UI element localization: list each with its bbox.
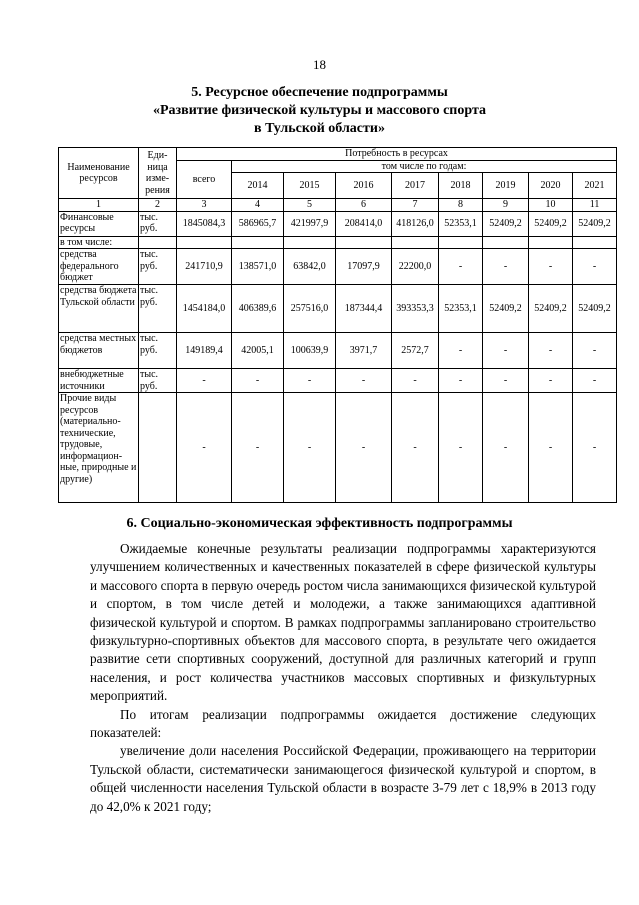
cell-value: 208414,0	[336, 211, 392, 236]
cell-value: 418126,0	[392, 211, 439, 236]
paragraph: увеличение доли населения Российской Федерации, проживающего на территории Тульской области, систематически занимающегося физической культурой и спортом, в общей численности населения Тульской области в возрасте 3-79 лет с 18,9% в 2013 году до 42,0% к 2021 году;	[90, 743, 596, 814]
row-name: Финансовые ресурсы	[59, 211, 139, 236]
table-row	[59, 333, 617, 369]
header-year: 2020	[529, 173, 573, 199]
column-number: 10	[529, 199, 573, 212]
cell-value: -	[573, 249, 617, 285]
table-row	[59, 369, 617, 393]
table-row	[59, 211, 617, 236]
cell-value: 63842,0	[284, 249, 336, 285]
cell-value: 1454184,0	[177, 285, 232, 333]
section-6-body	[90, 540, 596, 816]
column-number: 8	[439, 199, 483, 212]
cell-value: -	[177, 369, 232, 393]
header-year: 2014	[232, 173, 284, 199]
cell-value: -	[529, 249, 573, 285]
row-unit: тыс. руб.	[139, 211, 177, 236]
cell-value: 149189,4	[177, 333, 232, 369]
cell-value: -	[439, 249, 483, 285]
header-year: 2021	[573, 173, 617, 199]
cell-value: 586965,7	[232, 211, 284, 236]
section-5-title	[0, 84, 639, 138]
cell-value: 1845084,3	[177, 211, 232, 236]
cell-value: -	[439, 393, 483, 503]
cell-value: -	[232, 369, 284, 393]
cell-value: 2572,7	[392, 333, 439, 369]
cell-value: 17097,9	[336, 249, 392, 285]
cell-value: 52353,1	[439, 285, 483, 333]
column-number: 7	[392, 199, 439, 212]
cell-value: 52353,1	[439, 211, 483, 236]
cell-value: -	[483, 393, 529, 503]
row-name: средства местных бюджетов	[59, 333, 139, 369]
cell-value: 241710,9	[177, 249, 232, 285]
cell-value: 52409,2	[529, 211, 573, 236]
section-5-title-line-2: «Развитие физической культуры и массового спорта	[153, 103, 486, 118]
table-row	[59, 285, 617, 333]
section-5-title-line-1: 5. Ресурсное обеспечение подпрограммы	[191, 85, 448, 100]
paragraph: По итогам реализации подпрограммы ожидается достижение следующих показателей:	[90, 706, 596, 741]
cell-value: 52409,2	[529, 285, 573, 333]
cell-value: -	[232, 393, 284, 503]
column-number: 9	[483, 199, 529, 212]
row-name: средства бюджета Тульской области	[59, 285, 139, 333]
cell-value: 138571,0	[232, 249, 284, 285]
cell-value: 42005,1	[232, 333, 284, 369]
cell-value: -	[177, 393, 232, 503]
header-resource-name: Наименование ресурсов	[59, 148, 139, 199]
cell-value: -	[529, 369, 573, 393]
header-year: 2015	[284, 173, 336, 199]
cell-value: -	[573, 393, 617, 503]
row-name: средства федерального бюджет	[59, 249, 139, 285]
header-need: Потребность в ресурсах	[177, 148, 617, 161]
cell-value: -	[284, 393, 336, 503]
cell-value: 406389,6	[232, 285, 284, 333]
cell-value: 52409,2	[483, 211, 529, 236]
row-unit: тыс. руб.	[139, 369, 177, 393]
header-year: 2018	[439, 173, 483, 199]
column-number: 2	[139, 199, 177, 212]
header-by-years: том числе по годам:	[232, 160, 617, 173]
column-number: 4	[232, 199, 284, 212]
cell-value: -	[439, 369, 483, 393]
page-number: 18	[313, 57, 326, 72]
header-year: 2017	[392, 173, 439, 199]
column-number: 3	[177, 199, 232, 212]
column-number: 5	[284, 199, 336, 212]
table-row	[59, 393, 617, 503]
row-name: Прочие виды ресурсов (материально- технические, трудовые, информацион- ные, природные и другие)	[59, 393, 139, 503]
paragraph: Ожидаемые конечные результаты реализации подпрограммы характеризуются улучшением количественных и качественных показателей в сфере физической культуры и массового спорта в первую очередь ростом числа занимающихся физической культурой и спортом, в том числе детей и молодежи, а также занимающихся адаптивной физической культурой и спортом. В рамках подпрограммы запланировано строительство физкультурно-спортивных объектов для массового спорта, в результате чего ожидается развитие сети спортивных сооружений, доступной для различных категорий и групп населения, и рост количества участников массовых спортивных и физкультурных мероприятий.	[90, 541, 596, 704]
header-year: 2016	[336, 173, 392, 199]
cell-value: -	[336, 369, 392, 393]
row-unit	[139, 393, 177, 503]
row-name: внебюджетные источники	[59, 369, 139, 393]
cell-value: -	[392, 369, 439, 393]
cell-value: 100639,9	[284, 333, 336, 369]
cell-value: -	[439, 333, 483, 369]
row-unit: тыс. руб.	[139, 333, 177, 369]
cell-value: -	[573, 369, 617, 393]
cell-value: 52409,2	[573, 285, 617, 333]
cell-value: -	[529, 393, 573, 503]
cell-value: 421997,9	[284, 211, 336, 236]
resource-table	[58, 147, 617, 503]
cell-value: 52409,2	[573, 211, 617, 236]
cell-value: -	[529, 333, 573, 369]
column-number: 6	[336, 199, 392, 212]
header-year: 2019	[483, 173, 529, 199]
cell-value: -	[573, 333, 617, 369]
cell-value: 393353,3	[392, 285, 439, 333]
cell-value: -	[392, 393, 439, 503]
cell-value: -	[483, 369, 529, 393]
row-in-that-number: в том числе:	[59, 236, 139, 249]
cell-value: -	[483, 249, 529, 285]
header-unit: Еди- ница изме- рения	[139, 148, 177, 199]
row-unit: тыс. руб.	[139, 285, 177, 333]
cell-value: 257516,0	[284, 285, 336, 333]
table-row	[59, 249, 617, 285]
column-number: 11	[573, 199, 617, 212]
cell-value: -	[336, 393, 392, 503]
cell-value: -	[483, 333, 529, 369]
header-total: всего	[177, 160, 232, 199]
cell-value: 187344,4	[336, 285, 392, 333]
cell-value: -	[284, 369, 336, 393]
cell-value: 3971,7	[336, 333, 392, 369]
section-6-title: 6. Социально-экономическая эффективность подпрограммы	[126, 516, 513, 531]
cell-value: 52409,2	[483, 285, 529, 333]
table-row	[59, 236, 617, 249]
column-number: 1	[59, 199, 139, 212]
row-unit: тыс. руб.	[139, 249, 177, 285]
cell-value: 22200,0	[392, 249, 439, 285]
section-5-title-line-3: в Тульской области»	[254, 121, 385, 136]
